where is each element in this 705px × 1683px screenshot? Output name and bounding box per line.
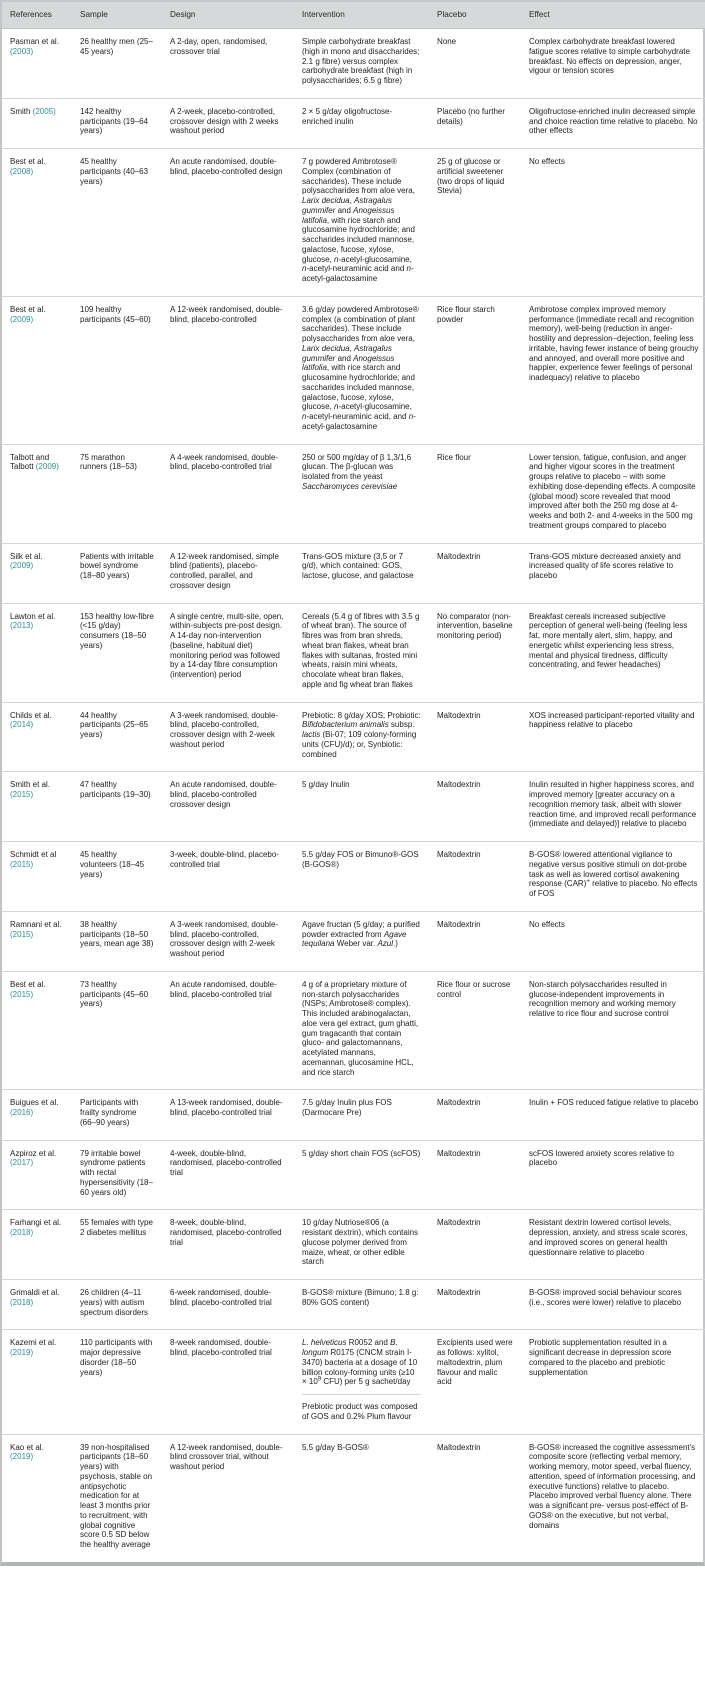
reference-author: Smith [10,106,33,116]
cell-reference [2,603,72,702]
table-row [2,702,705,772]
cell-effect: XOS increased participant-reported vitality and happiness relative to placebo [521,702,705,772]
cell-sample: 26 healthy men (25–45 years) [80,37,153,56]
cell-intervention [294,296,429,444]
cell-design: A 12-week randomised, double-blind crossover trial, without washout period [162,1434,294,1562]
cell-intervention [294,1210,429,1280]
cell-intervention [294,971,429,1090]
reference-author: Kazemi et al. [10,1338,57,1348]
cell-sample: 142 healthy participants (19–64 years) [72,98,162,148]
column-header-references: References [2,2,72,29]
cell-design: A 2-day, open, randomised, crossover trial [170,37,268,56]
intervention-text: Agave fructan (5 g/day; a purified powder extracted from Agave tequilana Weber var. Azul.) [302,919,420,949]
cell-placebo: Maltodextrin [429,842,521,912]
table-row [2,603,705,702]
cell-effect: Probiotic supplementation resulted in a significant decrease in depression score compared to the placebo and prebiotic supplementation [521,1330,705,1434]
cell-intervention [294,603,429,702]
cell-design: A 13-week randomised, double-blind, placebo-controlled trial [162,1090,294,1140]
cell-design: A 12-week randomised, double-blind, placebo-controlled [162,296,294,444]
table-row [2,1434,705,1562]
reference-year-link[interactable]: (2019) [10,1452,34,1462]
cell-sample: 73 healthy participants (45–60 years) [72,971,162,1090]
cell-placebo: Rice flour or sucrose control [429,971,521,1090]
table-row [2,98,705,148]
intervention-text: B-GOS® mixture (Bimuno; 1.8 g: 80% GOS content) [302,1288,419,1307]
cell-effect: Inulin + FOS reduced fatigue relative to placebo [521,1090,705,1140]
cell-sample: 55 females with type 2 diabetes mellitus [72,1210,162,1280]
intervention-text: 5.5 g/day B-GOS® [302,1442,369,1452]
reference-year-link[interactable]: (2015) [10,989,34,999]
cell-design: 8-week, double-blind, randomised, placebo-controlled trial [162,1210,294,1280]
cell-effect: No effects [521,911,705,971]
reference-author: Buigues et al. [10,1098,59,1108]
reference-year-link[interactable]: (2015) [10,929,34,939]
cell-reference [2,1330,72,1434]
table-row [2,444,705,543]
cell-reference [2,98,72,148]
reference-year-link[interactable]: (2013) [10,621,34,631]
column-header-design: Design [162,2,294,29]
cell-design: 4-week, double-blind, randomised, placebo-controlled trial [162,1140,294,1210]
cell-intervention [294,1280,429,1330]
reference-author: Childs et al. [10,710,52,720]
cell-design: A 2-week, placebo-controlled, crossover design with 2 weeks washout period [162,98,294,148]
reference-author: Farhangi et al. [10,1218,62,1228]
cell-placebo: Maltodextrin [429,1434,521,1562]
cell-placebo: Maltodextrin [429,1280,521,1330]
cell-effect: Non-starch polysaccharides resulted in glucose-independent improvements in recognition memory and working memory relative to rice flour and sucrose control [521,971,705,1090]
reference-year-link[interactable]: (2009) [10,561,34,571]
cell-reference [2,296,72,444]
cell-placebo: Maltodextrin [429,1090,521,1140]
cell-intervention [294,149,429,297]
cell-effect: No effects [521,149,705,297]
reference-year-link[interactable]: (2018) [10,1297,34,1307]
cell-design: An acute randomised, double-blind, placebo-controlled crossover design [162,772,294,842]
cell-sample: Patients with irritable bowel syndrome (18–80 years) [72,543,162,603]
table-row [2,543,705,603]
reference-author: Best et al. [10,979,46,989]
intervention-text: 3.6 g/day powdered Ambrotose® complex (a combination of plant saccharides). These include polysaccharides from aloe vera, Larix decidua, Astragalus gummifer and Anogeissus latifolia, with rice starch and glucosamine hydrochloride; and saccharides included mannose, galactose, fucose, xylose, glucose, n-acetyl-glucosamine, n-acetyl-neuraminic acid, and n-acetyl-galactosamine [302,304,419,431]
reference-year-link[interactable]: (2018) [10,1228,34,1237]
table-row [2,1280,705,1330]
cell-design: A 12-week randomised, simple blind (patients), placebo-controlled, parallel, and crossover design [162,543,294,603]
reference-author: Silk et al. [10,551,43,561]
table-row [2,296,705,444]
cell-intervention [294,772,429,842]
cell-design: 6-week randomised, double-blind, placebo-controlled trial [162,1280,294,1330]
cell-effect: Trans-GOS mixture decreased anxiety and increased quality of life scores relative to placebo [521,543,705,603]
table-row [2,1090,705,1140]
reference-author: Best et al. [10,304,46,314]
cell-sample: 45 healthy participants (40–63 years) [72,149,162,297]
intervention-text: 250 or 500 mg/day of β 1,3/1,6 glucan. The β-glucan was isolated from the yeast Saccharomyces cerevisiae [302,452,412,491]
reference-year-link[interactable]: (2008) [10,166,34,176]
cell-effect: Lower tension, fatigue, confusion, and anger and higher vigour scores in the treatment groups relative to placebo – with some exhibiting dose-depending effects. A composite (global mood) score revealed that mood improved after both the 250 mg dose at 4-weeks and both 2- and 4-weeks in the 500 mg treatment groups compared to placebo [521,444,705,543]
intervention-text: 5 g/day Inulin [302,780,350,790]
cell-reference [2,29,72,99]
table-row [2,149,705,297]
cell-intervention [294,98,429,148]
column-header-placebo: Placebo [429,2,521,29]
cell-reference [2,1140,72,1210]
cell-placebo: Maltodextrin [429,1140,521,1210]
cell-sample: 26 children (4–11 years) with autism spectrum disorders [72,1280,162,1330]
cell-design: A single centre, multi-site, open, within-subjects pre-post design. A 14-day non-intervention (baseline, habitual diet) monitoring period was followed by a 14-day fibre consumption (intervention) period [162,603,294,702]
cell-design: A 3-week randomised, double-blind, placebo-controlled, crossover design with 2-week washout period [162,911,294,971]
cell-effect: scFOS lowered anxiety scores relative to placebo [521,1140,705,1210]
cell-placebo: Maltodextrin [429,543,521,603]
reference-year-link[interactable]: (2003) [10,46,34,56]
cell-sample: 38 healthy participants (18–50 years, mean age 38) [72,911,162,971]
cell-reference [2,911,72,971]
cell-placebo: 25 g of glucose or artificial sweetener (two drops of liquid Stevia) [429,149,521,297]
reference-author: Ramnani et al. [10,919,62,929]
cell-sample: 79 irritable bowel syndrome patients with rectal hypersensitivity (18–60 years old) [72,1140,162,1210]
table-row [2,29,705,99]
intervention-text: 10 g/day Nutriose®06 (a resistant dextrin), which contains glucose polymer derived from maize, wheat, or other edible starch [302,1218,419,1267]
cell-sample: Participants with frailty syndrome (66–90 years) [72,1090,162,1140]
reference-author: Best et al. [10,157,46,166]
cell-effect: Inulin resulted in higher happiness scores, and improved memory [greater accuracy on a recognition memory task, albeit with slower reaction time, and improved recall performance (immediate and delayed)] relative to placebo [521,772,705,842]
cell-sample: 39 non-hospitalised participants (18–60 years) with psychosis, stable on antipsychotic medication for at least 3 months prior to recruitment, with global cognitive score 0.5 SD below the healthy average [72,1434,162,1562]
intervention-text: 5.5 g/day FOS or Bimuno®-GOS (B-GOS®) [302,850,419,869]
intervention-text: 4 g of a proprietary mixture of non-starch polysaccharides (NSPs; Ambrotose® complex). This included arabinogalactan, aloe vera gel extract, gum ghatti, gum tragacanth that contain gluco- and galactomannans, acetylated mannans, acemannan, glucosamine HCL, and rice starch [302,979,419,1077]
cell-reference [2,971,72,1090]
cell-intervention [294,911,429,971]
table-header-row [2,2,705,29]
reference-year-link[interactable]: (2005) [32,106,56,116]
cell-placebo: No comparator (non-intervention, baseline monitoring period) [429,603,521,702]
table-row [2,1140,705,1210]
cell-placebo: Rice flour [429,444,521,543]
table-row [2,971,705,1090]
cell-intervention [294,1090,429,1140]
cell-placebo: None [437,37,457,46]
cell-intervention [294,1140,429,1210]
cell-intervention [294,842,429,912]
reference-year-link[interactable]: (2009) [35,462,59,472]
cell-effect: Breakfast cereals increased subjective perception of general well-being (feeling less fat, more mentally alert, slim, happy, and energetic whilst experiencing less stress, mental and physical tiredness, difficulty concentrating, and fewer headaches) [521,603,705,702]
reference-year-link[interactable]: (2014) [10,720,34,730]
cell-design: 3-week, double-blind, placebo-controlled trial [162,842,294,912]
reference-year-link[interactable]: (2015) [10,859,34,869]
cell-design: An acute randomised, double-blind, placebo-controlled trial [162,971,294,1090]
cell-reference [2,1434,72,1562]
reference-year-link[interactable]: (2019) [10,1348,34,1357]
cell-intervention [294,702,429,772]
cell-sample: 109 healthy participants (45–60) [72,296,162,444]
cell-sample: 44 healthy participants (25–65 years) [72,702,162,772]
cell-intervention [294,1330,429,1434]
cell-sample: 45 healthy volunteers (18–45 years) [72,842,162,912]
cell-design: A 3-week randomised, double-blind, placebo-controlled, crossover design with 2-week washout period [162,702,294,772]
reference-author: Lawton et al. [10,611,56,621]
intervention-text: Cereals (5.4 g of fibres with 3.5 g of wheat bran). The source of fibres was from bran shreds, wheat bran flakes, wheat bran flakes with sultanas, frosted mini wheats, raisin mini wheats, chocolate wheat bran flakes, apple and fig wheat bran flakes [302,611,420,689]
intervention-secondary-text: Prebiotic product was composed of GOS and 0.2% Plum flavour [302,1394,421,1422]
cell-reference [2,772,72,842]
cell-design: A 4-week randomised, double-blind, placebo-controlled trial [162,444,294,543]
cell-intervention [294,543,429,603]
intervention-text: 5 g/day short chain FOS (scFOS) [302,1148,421,1158]
reference-author: Azpiroz et al. [10,1148,57,1158]
cell-effect: Complex carbohydrate breakfast lowered fatigue scores relative to simple carbohydrate breakfast. No effects on depression, anger, vigour or tension scores [529,37,690,76]
cell-placebo: Maltodextrin [429,911,521,971]
intervention-text: L. helveticus R0052 and B. longum R0175 (CNCM strain I-3470) bacteria at a dosage of 10 billion colony-forming units ($\ge 10 \times 10^9$ CFU) per 5 g sachet/day [302,1338,418,1387]
cell-sample: 110 participants with major depressive disorder (18–50 years) [72,1330,162,1434]
cell-reference [2,1090,72,1140]
cell-intervention [294,29,429,99]
cell-effect: Ambrotose complex improved memory performance (immediate recall and recognition memory), well-being (reduction in anger-hostility and depression–dejection, feeling less irritable, having fewer instance of being grouchy and annoyed, and overall more positive and happier, experience fewer feelings of personal inadequacy) relative to placebo [521,296,705,444]
cell-sample: 75 marathon runners (18–53) [72,444,162,543]
table-row [2,1330,705,1434]
cell-sample: 47 healthy participants (19–30) [72,772,162,842]
intervention-text: Simple carbohydrate breakfast (high in mono and disaccharides; 2.1 g fibre) versus complex carbohydrate breakfast (high in polysaccharides; 6.5 g fibre) [302,37,420,85]
cell-intervention [294,444,429,543]
reference-year-link[interactable]: (2009) [10,314,34,324]
reference-year-link[interactable]: (2015) [10,790,34,799]
cell-effect: B-GOS® improved social behaviour scores (i.e., scores were lower) relative to placebo [521,1280,705,1330]
cell-reference [2,702,72,772]
reference-author: Kao et al. [10,1442,44,1452]
cell-placebo: Placebo (no further details) [429,98,521,148]
cell-effect: Oligofructose-enriched inulin decreased simple and choice reaction time relative to placebo. No other effects [521,98,705,148]
studies-table-body [2,29,705,1562]
table-row [2,772,705,842]
reference-author: Schmidt et al [10,850,57,859]
cell-reference [2,842,72,912]
cell-effect: B-GOS® increased the cognitive assessment's composite score (reflecting verbal memory, working memory, motor speed, verbal fluency, attention, speed of information processing, and executive functions) relative to placebo. Placebo improved verbal fluency alone. There was a significant pre- versus post-effect of B-GOS® on the executive, but not verbal, domains [521,1434,705,1562]
reference-author: Pasman et al. [10,37,59,46]
intervention-text: 2 × 5 g/day oligofructose-enriched inulin [302,106,393,126]
reference-year-link[interactable]: (2017) [10,1158,34,1168]
studies-table [2,2,705,1562]
intervention-text: 7 g powdered Ambrotose® Complex (combination of saccharides). These include polysaccharides from aloe vera, Larix decidua, Astragalus gummifer and Anogeissus latifolia, with rice starch and glucosamine hydrochloride; and saccharides included mannose, galactose, fucose, xylose, glucose, n-acetyl-glucosamine, n-acetyl-neuraminic acid and n-acetyl-galactosamine [302,157,415,283]
table-row [2,1210,705,1280]
table-row [2,842,705,912]
cell-placebo: Maltodextrin [429,1210,521,1280]
cell-reference [2,1210,72,1280]
cell-effect: Resistant dextrin lowered cortisol levels, depression, anxiety, and stress scale scores, and improved scores on general health questionnaire relative to placebo [521,1210,705,1280]
reference-author: Smith et al. [10,780,51,790]
cell-design: An acute randomised, double-blind, placebo-controlled design [162,149,294,297]
cell-placebo: Rice flour starch powder [429,296,521,444]
cell-sample: 153 healthy low-fibre (<15 g/day) consumers (18–50 years) [72,603,162,702]
intervention-text: Prebiotic: 8 g/day XOS; Probiotic: Bifidobacterium animalis subsp. lactis (Bi-07; 109 colony-forming units (CFU)/d); or, Synbiotic: combined [302,710,421,759]
cell-reference [2,543,72,603]
reference-year-link[interactable]: (2016) [10,1108,34,1117]
cell-intervention [294,1434,429,1562]
reference-author: Talbott and Talbott [10,452,50,472]
cell-placebo: Excipients used were as follows: xylitol, maltodextrin, plum flavour and malic acid [429,1330,521,1434]
column-header-intervention: Intervention [294,2,429,29]
cell-reference [2,1280,72,1330]
cell-reference [2,444,72,543]
cell-placebo: Maltodextrin [429,702,521,772]
table-row [2,911,705,971]
cell-effect: B-GOS® lowered attentional vigilance to negative versus positive stimuli on dot-probe task as well as lowered cortisol awakening response (CAR)+ relative to placebo. No effects of FOS [521,842,705,912]
cell-reference [2,149,72,297]
cell-placebo: Maltodextrin [429,772,521,842]
intervention-text: 7.5 g/day Inulin plus FOS (Darmocare Pre) [302,1098,392,1117]
reference-author: Grimaldi et al. [10,1288,60,1297]
column-header-effect: Effect [521,2,705,29]
column-header-sample: Sample [72,2,162,29]
intervention-text: Trans-GOS mixture (3,5 or 7 g/d), which contained: GOS, lactose, glucose, and galactose [302,551,414,580]
cell-design: 8-week randomised, double-blind, placebo-controlled trial [162,1330,294,1434]
